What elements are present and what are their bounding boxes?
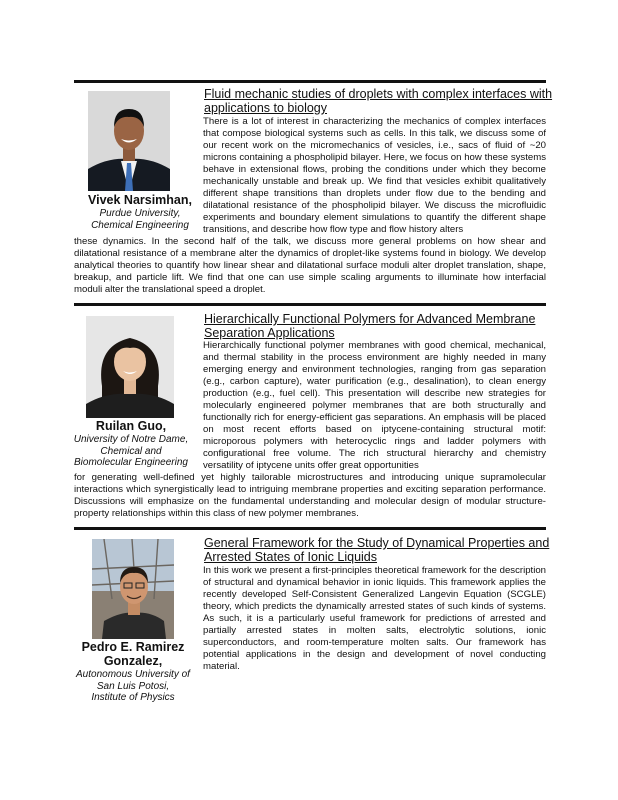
abstract-text: Hierarchically functional polymer membranes with good chemical, mechanical, and thermal stability in the process environment are highly needed in many emerging energy and environment technologies, ranging from gas separation (e.g., carbon capture), water purification (e.g., desalination), to clean energy production (e.g., fuel cell). This presentation will describe new strategies for molecularly engineered polymer membranes that are both structurally and functionally rich for energy-efficient gas separations. An emphasis will be placed on most recent efforts based on iptycene-containing structural motif: microporous polymers with heterocyclic rings and ladder polymers with configurational free volume. The rich structural hierarchy and chemistry versatility of iptycene units offer great opportunities	[203, 340, 546, 471]
abstract-text: for generating well-defined yet highly tailorable microstructures and introducing unique supramolecular interactions which synergistically lead to intriguing membrane properties and exciting separation performance. Discussions will emphasize on the fundamental understanding and molecular design of modular structure-property relationships within this class of new polymer membranes.	[74, 472, 546, 519]
speaker-name	[70, 640, 196, 668]
speaker-affiliation	[70, 669, 196, 704]
affiliation-line: University of Notre Dame,	[73, 434, 189, 445]
affiliation-line: Chemical Engineering	[91, 219, 189, 231]
section-divider	[74, 303, 546, 306]
speaker-photo	[88, 91, 170, 191]
title-line: applications to biology	[204, 101, 327, 115]
talk-title	[204, 536, 549, 564]
portrait-image	[92, 539, 174, 639]
name-line: Pedro E. Ramirez	[81, 640, 185, 654]
speaker-affiliation	[68, 434, 194, 469]
affiliation-line: San Luis Potosi,	[96, 680, 170, 692]
portrait-image	[88, 91, 170, 191]
section-divider	[74, 527, 546, 530]
name-line: Gonzalez,	[103, 654, 163, 668]
affiliation-line: Biomolecular Engineering	[74, 457, 188, 468]
affiliation-line: Autonomous University of	[76, 669, 190, 680]
abstract-text: In this work we present a first-principles theoretical framework for the description of structural and dynamical behavior in ionic liquids. This framework applies the recently developed Self-Consistent Generalized Langevin Equation (SCGLE) theory, which predicts the dynamically arrested states of such kinds of systems. As such, it is a particularly useful framework for predictions of arrested and partially arrested states in molten salts, electrolytic solutions, ionic superconductors, and room-temperature molten salts. Our framework has potential applications in the design and development of novel conducting material.	[203, 565, 546, 672]
speaker-photo	[92, 539, 174, 639]
speaker-name: Vivek Narsimhan,	[88, 193, 192, 207]
affiliation-line: Purdue University,	[99, 208, 181, 219]
abstract-text: There is a lot of interest in characterizing the mechanics of complex interfaces that compose biological systems such as cells. In this talk, we discuss some of our recent work on the micromechanics of vesicles, i.e., sacs of fluid of ~20 microns containing a phospholipid bilayer. Here, we focus on how these systems behave in extensional flows, probing the conditions under which they become mechanically unstable and break up. We find that vesicles exhibit qualitatively different shape transitions than droplets under flow due to the bending and dilatational resistance of the phospholipid bilayer. We discuss the microfluidic experiments and boundary element simulations to quantify the different shape transitions, and describe how flow type and flow history alters	[203, 116, 546, 235]
title-line: General Framework for the Study of Dynamical Properties and	[204, 536, 550, 550]
talk-title	[204, 312, 535, 340]
title-line: Separation Applications	[204, 326, 335, 340]
title-line: Fluid mechanic studies of droplets with complex interfaces with	[204, 87, 553, 101]
title-line: Arrested States of Ionic Liquids	[204, 550, 378, 564]
abstract-text: these dynamics. In the second half of the talk, we discuss more general problems on how shear and dilatational resistance of a membrane alter the dynamics of droplet-like systems found in biology. We develop analytical theories to quantify how linear shear and dilatational surface moduli alter droplet translation, shape, breakup, and particle lift. We find that one can use simple scaling arguments to illuminate how interfacial moduli alter the translational speed a droplet.	[74, 236, 546, 295]
affiliation-line: Institute of Physics	[91, 692, 175, 703]
title-line: Hierarchically Functional Polymers for Advanced Membrane	[204, 312, 536, 326]
affiliation-line: Chemical and	[100, 445, 162, 457]
section-divider	[74, 80, 546, 83]
talk-title	[204, 87, 552, 115]
speaker-affiliation	[70, 208, 210, 231]
speaker-name: Ruilan Guo,	[95, 419, 167, 433]
speaker-photo	[86, 316, 174, 418]
portrait-image	[86, 316, 174, 418]
